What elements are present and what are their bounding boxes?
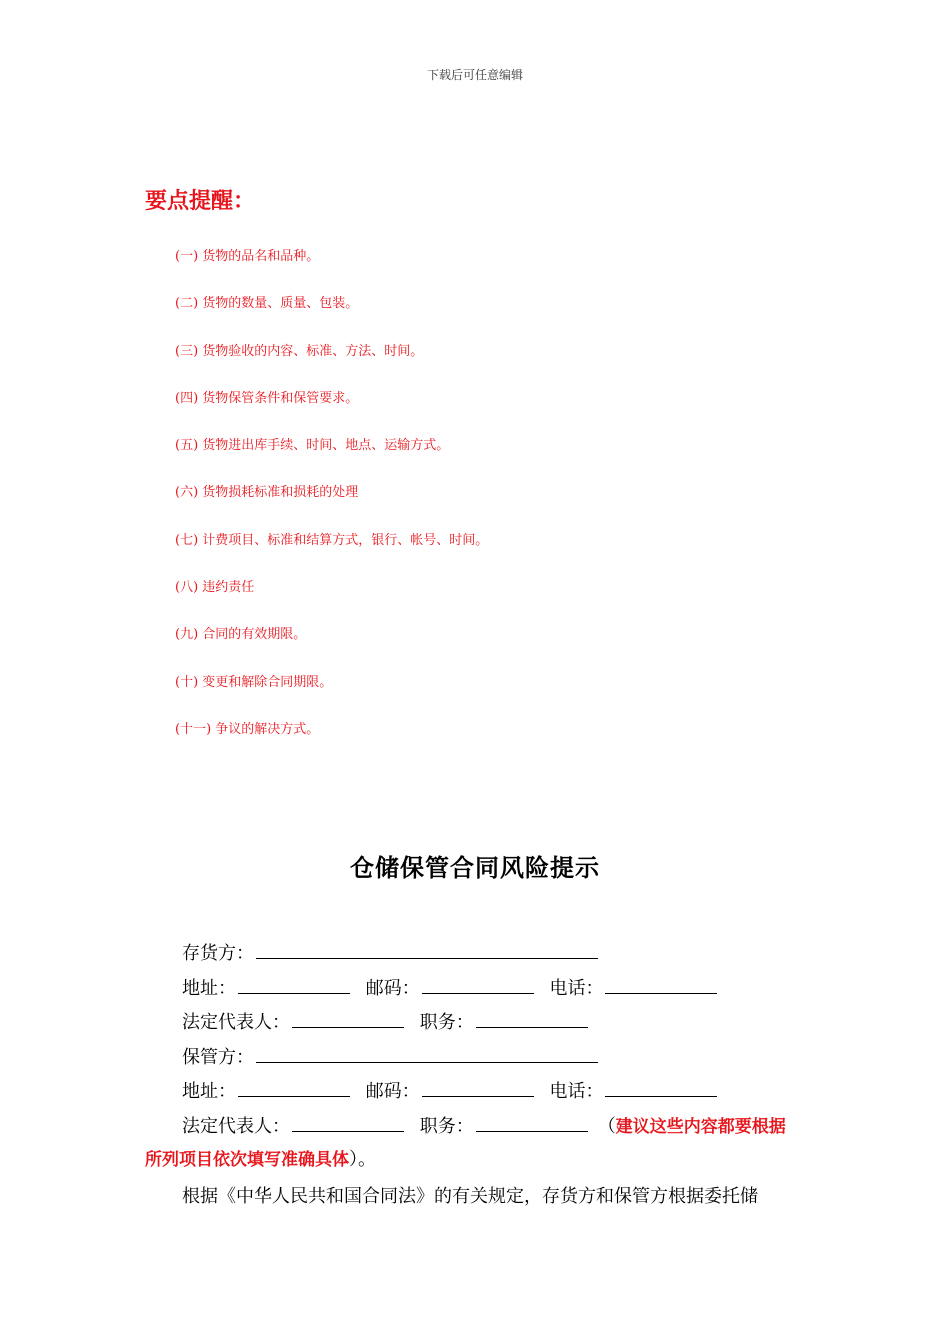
custodian-label: 保管方：: [182, 1046, 254, 1068]
depositor-rep-row: [182, 1007, 812, 1042]
depositor-address-blank[interactable]: [238, 973, 350, 994]
custodian-row: [182, 1042, 812, 1077]
depositor-phone-blank[interactable]: [605, 973, 717, 994]
document-title: 仓储保管合同风险提示: [350, 854, 600, 882]
fill-hint-line2: [145, 1145, 376, 1175]
body-paragraph: 根据《中华人民共和国合同法》的有关规定，存货方和保管方根据委托储: [182, 1186, 758, 1207]
phone-label: 电话：: [549, 977, 604, 999]
depositor-row: [182, 938, 812, 973]
custodian-rep-row: [182, 1111, 812, 1146]
key-points-list: [175, 247, 488, 767]
hint-open-paren: （: [597, 1115, 616, 1137]
depositor-blank[interactable]: [256, 938, 598, 959]
list-item: (七) 计费项目、标准和结算方式，银行、帐号、时间。: [175, 532, 489, 548]
key-points-title: 要点提醒：: [145, 189, 256, 214]
legal-rep-label: 法定代表人：: [182, 1115, 290, 1137]
depositor-contact-row: [182, 973, 812, 1008]
header-note: 下载后可任意编辑: [426, 68, 523, 82]
custodian-position-blank[interactable]: [476, 1111, 588, 1132]
list-item: (十一) 争议的解决方式。: [175, 721, 320, 737]
position-label: 职务：: [419, 1115, 474, 1137]
address-label: 地址：: [182, 977, 236, 999]
postcode-label: 邮码：: [365, 1081, 420, 1103]
list-item: (一) 货物的品名和品种。: [175, 249, 320, 264]
position-label: 职务：: [419, 1012, 474, 1034]
legal-rep-label: 法定代表人：: [182, 1012, 290, 1034]
depositor-label: 存货方：: [182, 943, 254, 964]
contract-party-form: [182, 938, 812, 1146]
list-item: (六) 货物损耗标准和损耗的处理: [175, 485, 359, 501]
list-item: (九) 合同的有效期限。: [175, 627, 307, 643]
fill-hint-part2: 所列项目依次填写准确具体: [145, 1150, 349, 1170]
list-item: (八) 违约责任: [175, 580, 255, 596]
list-item: (十) 变更和解除合同期限。: [175, 674, 333, 690]
depositor-rep-blank[interactable]: [292, 1007, 404, 1028]
list-item: (二) 货物的数量、质量、包装。: [175, 296, 359, 312]
address-label: 地址：: [182, 1081, 236, 1103]
custodian-phone-blank[interactable]: [605, 1076, 717, 1097]
list-item: (三) 货物验收的内容、标准、方法、时间。: [175, 343, 424, 359]
hint-close-paren: ）。: [349, 1149, 376, 1170]
custodian-contact-row: [182, 1076, 812, 1111]
fill-hint-part1: 建议这些内容都要根据: [615, 1116, 786, 1137]
custodian-address-blank[interactable]: [238, 1076, 350, 1097]
custodian-rep-blank[interactable]: [292, 1111, 404, 1132]
phone-label: 电话：: [549, 1081, 604, 1103]
list-item: (五) 货物进出库手续、时间、地点、运输方式。: [175, 438, 450, 454]
depositor-position-blank[interactable]: [476, 1007, 588, 1028]
postcode-label: 邮码：: [365, 977, 420, 999]
custodian-postcode-blank[interactable]: [422, 1076, 534, 1097]
depositor-postcode-blank[interactable]: [422, 973, 534, 994]
custodian-blank[interactable]: [256, 1042, 598, 1063]
list-item: (四) 货物保管条件和保管要求。: [175, 390, 359, 406]
